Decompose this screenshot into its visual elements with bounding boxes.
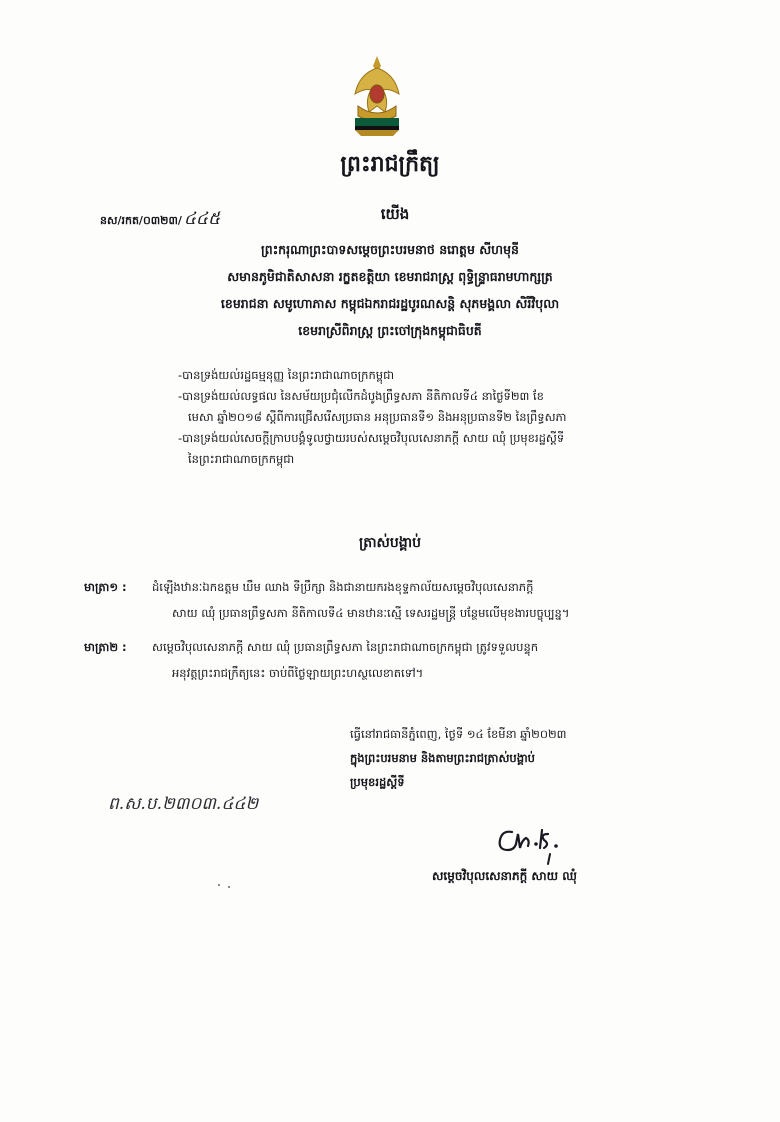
- king-title-line: ខេមរាស្រីពិរាស្ត្រ ព្រះចៅក្រុងកម្ពុជាធិបតី: [298, 323, 482, 338]
- place-date: ធ្វើនៅរាជធានីភ្នំពេញ, ថ្ងៃទី ១៤ ខែមីនា ឆ្នាំ២០២៣: [350, 727, 567, 741]
- consideration-item-continuation: មេសា ឆ្នាំ២០១៨ ស្ដីពីការជ្រើសរើសប្រធាន អនុប្រធានទី១ និងអនុប្រធានទី២ នៃព្រឹទ្ធសភា: [188, 410, 567, 424]
- king-title-line: ព្រះករុណាព្រះបាទសម្ដេចព្រះបរមនាថ នរោត្តម សីហមុនី: [261, 242, 519, 257]
- opening-word: យើង: [380, 205, 410, 223]
- signer-name: សម្ដេចវិបុលសេនាភក្ដី សាយ ឈុំ: [432, 869, 577, 883]
- handwritten-note: ព.ស.ប.២៣០៣.៤៤២: [108, 794, 259, 814]
- king-title-block: [90, 236, 690, 344]
- king-title-line: សមានភូមិជាតិសាសនា រក្ខតខត្តិយា ខេមរាជរាស្ត្រ ពុទ្ធិន្ទ្រាធរាមហាក្សត្រ: [227, 269, 553, 284]
- article-text-continuation: សាយ ឈុំ ប្រធានព្រឹទ្ធសភា នីតិកាលទី៤ មានឋានៈស្មើ ទេសរដ្ឋមន្ត្រី បន្ថែមលើមុខងារបច្ចុប្បន្ន។: [172, 606, 570, 620]
- consideration-item-continuation: នៃព្រះរាជាណាចក្រកម្ពុជា: [188, 452, 295, 466]
- article-1: [84, 574, 724, 626]
- article-label: មាត្រា១ :: [84, 580, 127, 594]
- considerations-list: [178, 365, 708, 470]
- document-title: ព្រះរាជក្រឹត្យ: [340, 152, 440, 177]
- on-behalf-line: ក្នុងព្រះបរមនាម និងតាមព្រះរាជត្រាស់បង្គាប់: [350, 751, 535, 765]
- acting-head-title: ប្រមុខរដ្ឋស្ដីទី: [350, 775, 405, 789]
- article-text-continuation: អនុវត្តព្រះរាជក្រឹត្យនេះ ចាប់ពីថ្ងៃឡាយព្រះហស្ថលេខាតទៅ។: [172, 666, 424, 680]
- royal-emblem-icon: [346, 54, 408, 138]
- reference-number-printed: នស/រកត/០៣២៣/: [100, 214, 182, 227]
- consideration-item: -បានទ្រង់យល់លទ្ធផល នៃសម័យប្រជុំលើកដំបូងព្រឹទ្ធសភា នីតិកាលទី៤ នាថ្ងៃទី២៣ ខែ: [178, 389, 544, 403]
- consideration-item: -បានទ្រង់យល់រដ្ឋធម្មនុញ្ញ នៃព្រះរាជាណាចក្រកម្ពុជា: [178, 368, 395, 382]
- article-text: សម្ដេចវិបុលសេនាភក្ដី សាយ ឈុំ ប្រធានព្រឹទ្ធសភា នៃព្រះរាជាណាចក្រកម្ពុជា ត្រូវទទួលបន្ទុក: [152, 640, 539, 654]
- king-title-line: ខេមរាជនា សមូហោភាស កម្ពុជឯករាជរដ្ឋបូរណសន្តិ សុភមង្គលា សិរីវិបុលា: [220, 296, 560, 311]
- signature-block: [350, 722, 700, 794]
- decree-heading: ត្រាស់បង្គាប់: [359, 535, 421, 551]
- article-text: ដំឡើងឋានៈឯកឧត្តម ឃឹម ឈាង ទីប្រឹក្សា និងជានាយករងខុទ្ទកាល័យសម្ដេចវិបុលសេនាភក្ដី: [152, 580, 534, 594]
- speck: [218, 884, 220, 886]
- consideration-item: -បានទ្រង់យល់សេចក្ដីក្រាបបង្គំទូលថ្វាយរបស់សម្ដេចវិបុលសេនាភក្ដី សាយ ឈុំ ប្រមុខរដ្ឋស្ដីទី: [178, 431, 565, 445]
- speck: [228, 886, 230, 888]
- article-2: [84, 634, 724, 686]
- reference-number-handwritten: ៤៤៥: [183, 209, 220, 229]
- article-label: មាត្រា២ :: [84, 640, 127, 654]
